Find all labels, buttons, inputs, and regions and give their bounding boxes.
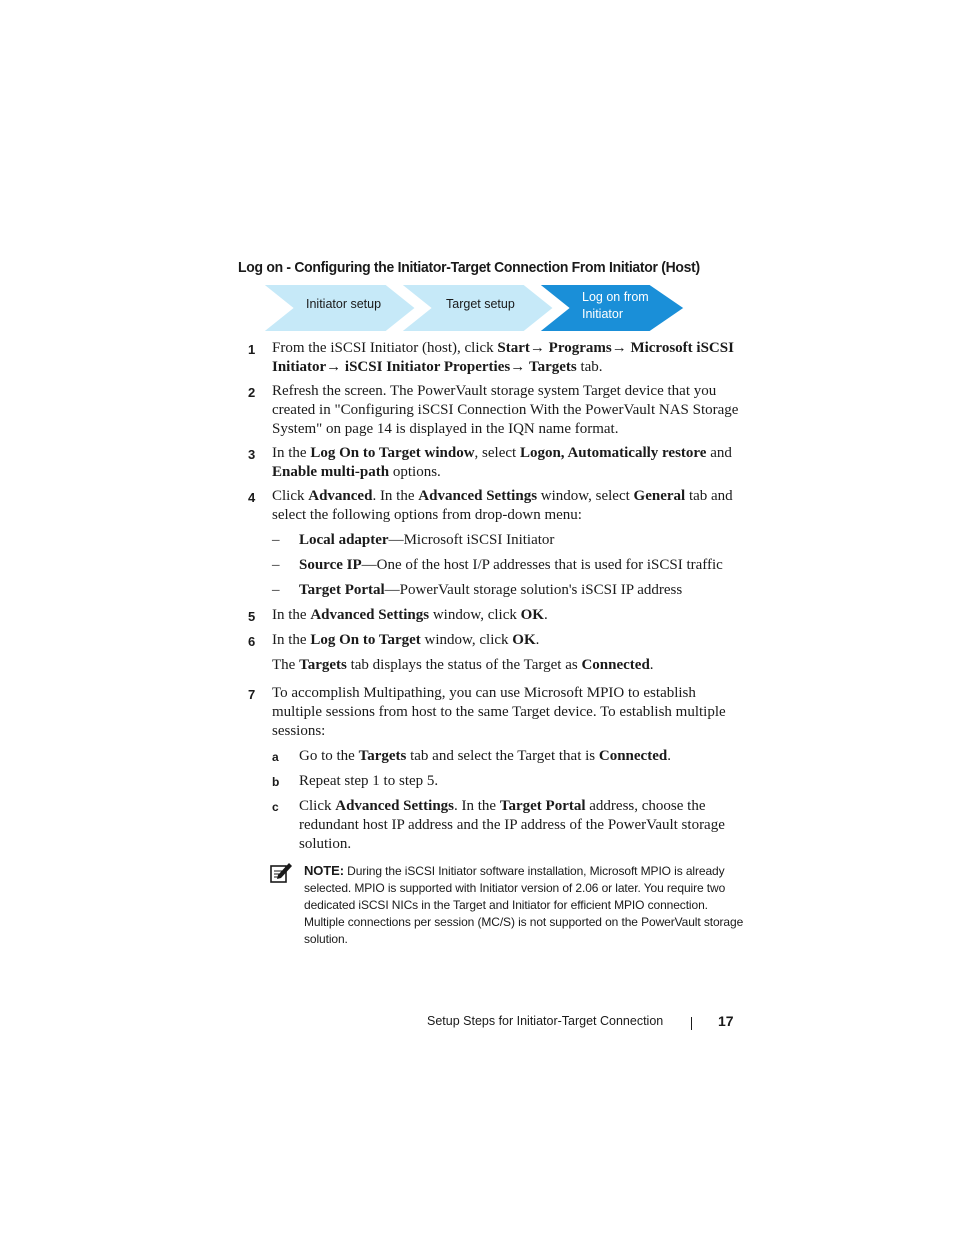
footer-title: Setup Steps for Initiator-Target Connection <box>427 1014 664 1028</box>
flow-step-initiator-setup-label: Initiator setup <box>306 297 382 311</box>
footer-separator <box>691 1017 692 1030</box>
step-2: 2 Refresh the screen. The PowerVault storage system Target device that you created in "Configuring iSCSI Connection With the PowerVault NAS Storage System" on page 14 is displayed in the IQN name format. <box>248 383 739 437</box>
step-1: 1 From the iSCSI Initiator (host), click Start→ Programs→ Microsoft iSCSI Initiator→ iSCSI Initiator Properties→ Targets tab. <box>248 340 734 375</box>
step-7: 7 To accomplish Multipathing, you can use Microsoft MPIO to establish multiple sessions from host to the same Target device. To establish multiple sessions: <box>248 685 726 739</box>
steps-content <box>248 339 748 860</box>
step-number: 5 <box>248 609 256 624</box>
flow-step-log-on-label-line1: Log on from <box>582 290 649 304</box>
substep-b: b Repeat step 1 to step 5. <box>272 773 439 789</box>
flow-step-target-setup-label: Target setup <box>446 297 515 311</box>
step-4: 4 Click Advanced. In the Advanced Settings window, select General tab and select the following options from drop-down menu: <box>248 488 733 523</box>
step-6: 6 In the Log On to Target window, click OK. <box>248 632 540 649</box>
substep-c: c Click Advanced Settings. In the Target Portal address, choose the redundant host IP address and the IP address of the PowerVault storage solution. <box>272 798 725 852</box>
step-3: 3 In the Log On to Target window, select Logon, Automatically restore and Enable multi-path options. <box>248 445 732 480</box>
option-local-adapter: – Local adapter—Microsoft iSCSI Initiator <box>272 532 555 548</box>
step-number: 4 <box>248 490 256 505</box>
note-text: NOTE: During the iSCSI Initiator software installation, Microsoft MPIO is already selected. MPIO is supported with Initiator version of 2.06 or later. You require two dedicated iSCSI NICs in the Target and Initiator for efficient MPIO connection. Multiple connections per session (MC/S) is not supported on the PowerVault storage solution. <box>304 863 744 946</box>
step-number: 6 <box>248 634 256 649</box>
option-target-portal: – Target Portal—PowerVault storage solution's iSCSI IP address <box>272 582 683 598</box>
step-number: 1 <box>248 342 256 357</box>
step-number: 2 <box>248 385 256 400</box>
page-footer <box>427 1014 737 1034</box>
note-label: NOTE: <box>304 863 344 878</box>
flow-step-log-on-label-line2: Initiator <box>582 307 623 321</box>
setup-flow-diagram <box>262 284 686 332</box>
option-source-ip: – Source IP—One of the host I/P addresses that is used for iSCSI traffic <box>272 557 723 573</box>
section-heading: Log on - Configuring the Initiator-Target Connection From Initiator (Host) <box>238 259 700 276</box>
page-number: 17 <box>718 1013 734 1029</box>
substep-a: a Go to the Targets tab and select the Target that is Connected. <box>272 748 671 764</box>
note-pencil-icon <box>270 862 292 884</box>
step-number: 3 <box>248 447 256 462</box>
step-5: 5 In the Advanced Settings window, click OK. <box>248 607 548 624</box>
step-number: 7 <box>248 687 256 702</box>
step-6-result: The Targets tab displays the status of the Target as Connected. <box>272 657 654 673</box>
